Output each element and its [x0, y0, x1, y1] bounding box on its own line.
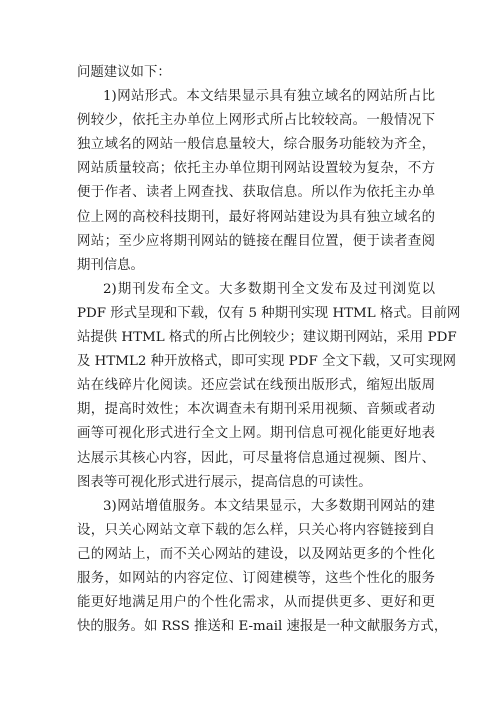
- paragraph-value-added-services: [77, 495, 448, 640]
- paragraph-line: 及 HTML2 种开放格式，即可实现 PDF 全文下载，又可实现网: [77, 354, 456, 370]
- paragraph-line: PDF 形式呈现和下载，仅有 5 种期刊实现 HTML 格式。目前网: [77, 305, 461, 321]
- paragraph-line: 独立域名的网站一般信息量较大，综合服务功能较为齐全，: [77, 137, 435, 153]
- paragraph-line: 设，只关心网站文章下载的怎么样，只关心将内容链接到自: [77, 522, 435, 538]
- paragraph-website-form: [77, 85, 435, 278]
- document-body: [77, 61, 461, 639]
- paragraph-line: 画等可视化形式进行全文上网。期刊信息可视化能更好地表: [77, 426, 435, 442]
- paragraph-fulltext-publishing: [77, 278, 461, 495]
- paragraph-line: 服务，如网站的内容定位、订阅建模等，这些个性化的服务: [77, 570, 435, 586]
- paragraph-line: 网站；至少应将期刊网站的链接在醒目位置，便于读者查阅: [77, 233, 435, 249]
- paragraph-line: 例较少，依托主办单位上网形式所占比较较高。一般情况下: [77, 113, 435, 129]
- paragraph-line: 快的服务。如 RSS 推送和 E-mail 速报是一种文献服务方式，: [77, 619, 448, 635]
- paragraph-line: 达展示其核心内容，因此，可尽量将信息通过视频、图片、: [77, 450, 435, 466]
- paragraph-line: 2)期刊发布全文。大多数期刊全文发布及过刊浏览以: [103, 281, 435, 297]
- paragraph-line: 1)网站形式。本文结果显示具有独立域名的网站所占比: [103, 89, 435, 105]
- paragraph-line: 便于作者、读者上网查找、获取信息。所以作为依托主办单: [77, 185, 435, 201]
- paragraph-line: 网站质量较高；依托主办单位期刊网站设置较为复杂，不方: [77, 161, 435, 177]
- paragraph-line: 期，提高时效性；本次调查未有期刊采用视频、音频或者动: [77, 402, 435, 418]
- paragraph-line: 能更好地满足用户的个性化需求，从而提供更多、更好和更: [77, 595, 435, 611]
- paragraph-line: 期刊信息。: [77, 257, 144, 273]
- paragraph-line: 图表等可视化形式进行展示，提高信息的可读性。: [77, 474, 372, 490]
- intro-line: 问题建议如下：: [77, 65, 171, 80]
- paragraph-line: 站提供 HTML 格式的所占比例较少；建议期刊网站，采用 PDF: [77, 330, 457, 346]
- paragraph-line: 站在线碎片化阅读。还应尝试在线预出版形式，缩短出版周: [77, 378, 435, 394]
- paragraph-line: 3)网站增值服务。本文结果显示，大多数期刊网站的建: [103, 498, 435, 514]
- paragraph-line: 己的网站上，而不关心网站的建设，以及网站更多的个性化: [77, 546, 435, 562]
- paragraph-line: 位上网的高校科技期刊，最好将网站建设为具有独立域名的: [77, 209, 435, 225]
